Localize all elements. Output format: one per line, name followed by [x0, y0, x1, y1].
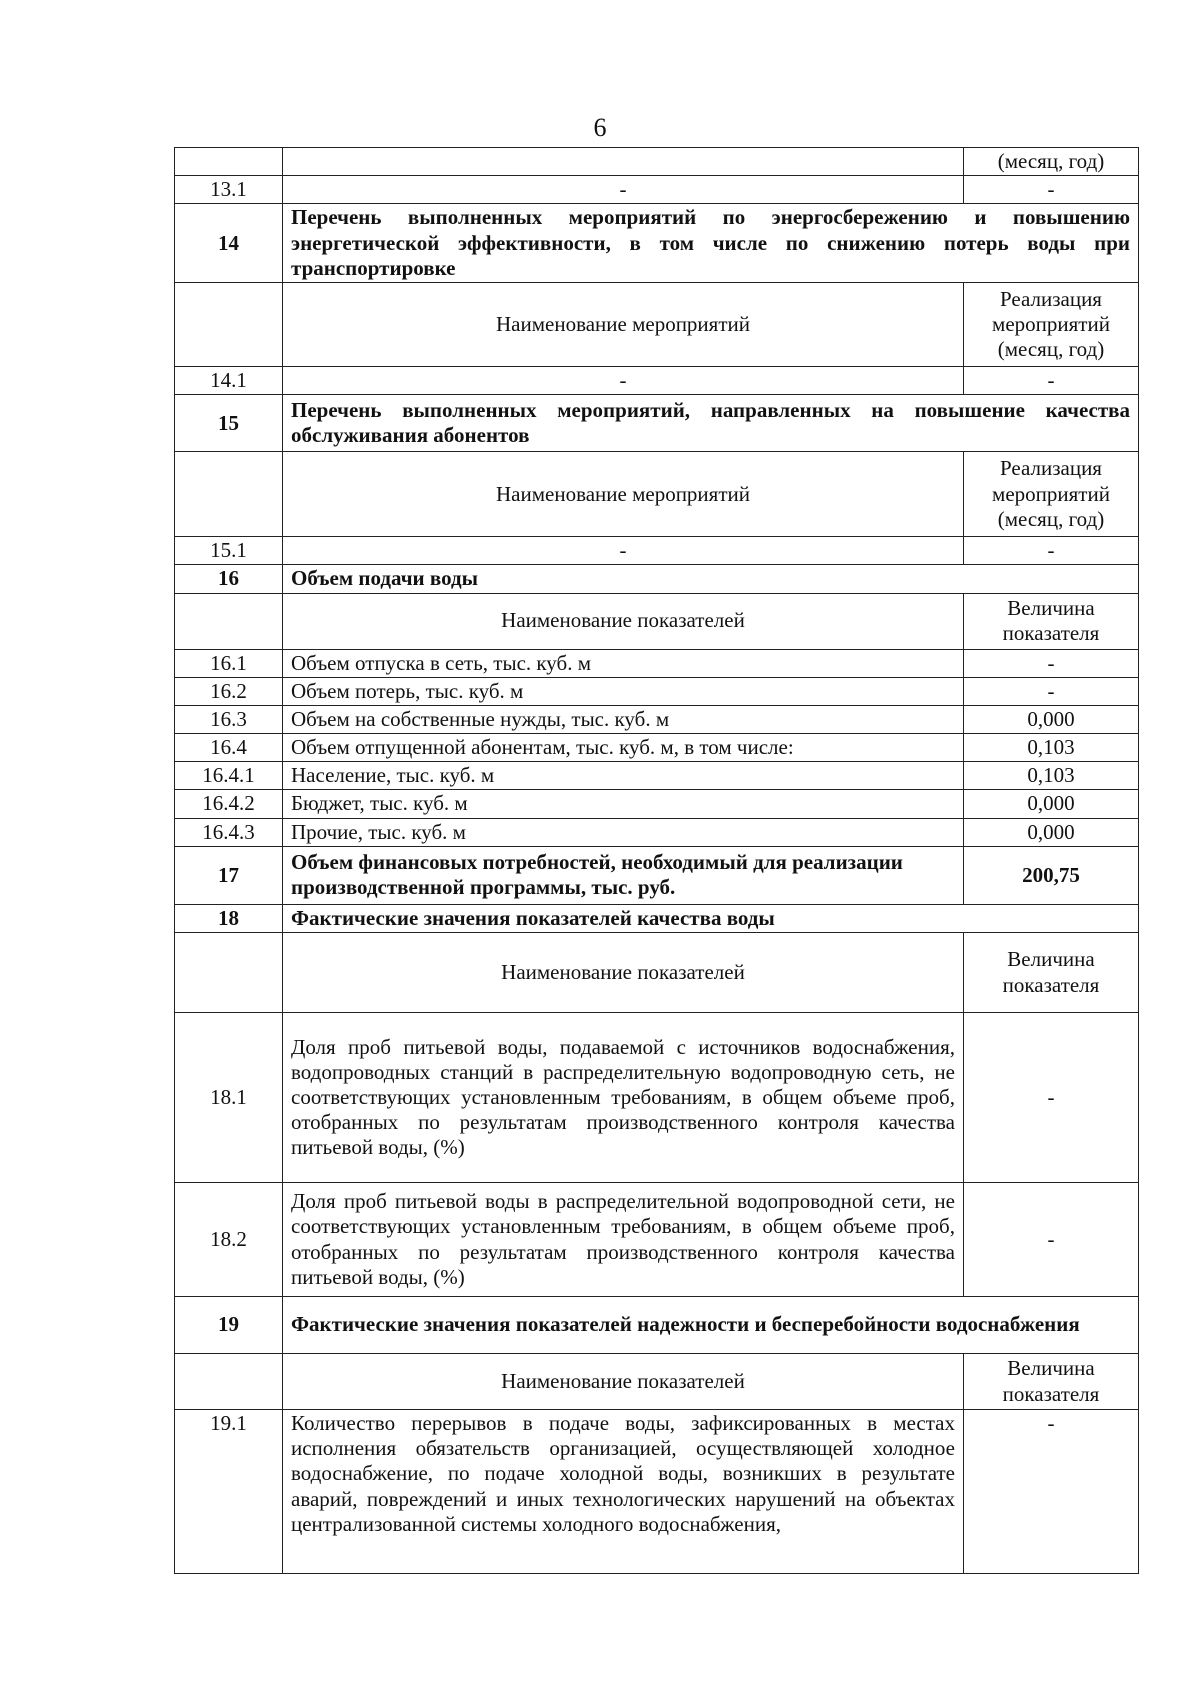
row-number: 18.2 [175, 1183, 283, 1297]
row-number: 16.4 [175, 734, 283, 762]
cell-num [175, 148, 283, 176]
section-number: 19 [175, 1297, 283, 1354]
header-row [175, 1354, 1139, 1410]
row-value: - [964, 649, 1139, 677]
row-name: Население, тыс. куб. м [283, 762, 964, 790]
table-row [175, 705, 1139, 733]
cell-num [175, 1354, 283, 1410]
table-row [175, 1183, 1139, 1297]
column-header-name: Наименование мероприятий [283, 282, 964, 366]
table-row [175, 734, 1139, 762]
row-number: 16.2 [175, 677, 283, 705]
row-value: 0,000 [964, 818, 1139, 846]
table-row [175, 762, 1139, 790]
table-row [175, 818, 1139, 846]
row-number: 19.1 [175, 1410, 283, 1574]
table-row [175, 537, 1139, 565]
cell-num [175, 452, 283, 537]
table-row [175, 1013, 1139, 1183]
row-value: 0,000 [964, 705, 1139, 733]
table-row [175, 1410, 1139, 1574]
section-row [175, 904, 1139, 932]
row-name: Объем отпущенной абонентам, тыс. куб. м, в том числе: [283, 734, 964, 762]
row-name: - [283, 176, 964, 204]
header-row [175, 933, 1139, 1013]
header-row [175, 593, 1139, 649]
row-name: Количество перерывов в подаче воды, зафиксированных в местах исполнения обязательств организацией, осуществляющей холодное водоснабжение, по подаче холодной воды, возникших в результате аварий, повреждений и иных технологических нарушений на объектах централизованной системы холодного водоснабжения, [283, 1410, 964, 1574]
row-number: 15.1 [175, 537, 283, 565]
column-header-name: Наименование показателей [283, 1354, 964, 1410]
section-row [175, 395, 1139, 452]
section-number: 16 [175, 565, 283, 593]
row-number: 14.1 [175, 366, 283, 394]
table-row [175, 366, 1139, 394]
section-number: 14 [175, 204, 283, 283]
section-title: Фактические значения показателей надежности и бесперебойности водоснабжения [283, 1297, 1139, 1354]
row-name: Объем потерь, тыс. куб. м [283, 677, 964, 705]
column-header-value: Величина показателя [964, 593, 1139, 649]
section-row [175, 565, 1139, 593]
row-value: - [964, 677, 1139, 705]
row-name: Доля проб питьевой воды в распределительной водопроводной сети, не соответствующих установленным требованиям, в общем объеме проб, отобранных по результатам производственного контроля качества питьевой воды, (%) [283, 1183, 964, 1297]
row-value: - [964, 176, 1139, 204]
section-value: 200,75 [964, 846, 1139, 904]
row-number: 16.3 [175, 705, 283, 733]
section-row [175, 1297, 1139, 1354]
section-title: Перечень выполненных мероприятий, направленных на повышение качества обслуживания абонентов [283, 395, 1139, 452]
page-number: 6 [593, 113, 607, 142]
column-header-value: Реализация мероприятий (месяц, год) [964, 452, 1139, 537]
row-name: Прочие, тыс. куб. м [283, 818, 964, 846]
row-name: - [283, 537, 964, 565]
row-number: 16.4.3 [175, 818, 283, 846]
row-number: 13.1 [175, 176, 283, 204]
row-value: 0,000 [964, 790, 1139, 818]
section-number: 15 [175, 395, 283, 452]
section-title: Объем финансовых потребностей, необходимый для реализации производственной программы, тыс. руб. [283, 846, 964, 904]
row-value: - [964, 1410, 1139, 1574]
column-header-name: Наименование показателей [283, 593, 964, 649]
section-title: Фактические значения показателей качества воды [283, 904, 1139, 932]
section-number: 17 [175, 846, 283, 904]
cell-num [175, 593, 283, 649]
row-value: 0,103 [964, 734, 1139, 762]
column-header-value: Величина показателя [964, 933, 1139, 1013]
section-row [175, 846, 1139, 904]
column-header-name: Наименование мероприятий [283, 452, 964, 537]
column-header-value: Величина показателя [964, 1354, 1139, 1410]
table-row [175, 649, 1139, 677]
row-value: 0,103 [964, 762, 1139, 790]
table-row [175, 148, 1139, 176]
row-value: - [964, 537, 1139, 565]
row-number: 18.1 [175, 1013, 283, 1183]
row-name: - [283, 366, 964, 394]
section-title: Перечень выполненных мероприятий по энергосбережению и повышению энергетической эффективности, в том числе по снижению потерь воды при транспортировке [283, 204, 1139, 283]
row-value: - [964, 1183, 1139, 1297]
row-name: Объем на собственные нужды, тыс. куб. м [283, 705, 964, 733]
row-value: - [964, 366, 1139, 394]
cell-value: (месяц, год) [964, 148, 1139, 176]
program-table [174, 147, 1139, 1574]
column-header-name: Наименование показателей [283, 933, 964, 1013]
cell-name [283, 148, 964, 176]
table-row [175, 677, 1139, 705]
table-row [175, 790, 1139, 818]
header-row [175, 452, 1139, 537]
row-number: 16.4.1 [175, 762, 283, 790]
row-number: 16.1 [175, 649, 283, 677]
cell-num [175, 282, 283, 366]
section-title: Объем подачи воды [283, 565, 1139, 593]
table-row [175, 176, 1139, 204]
section-number: 18 [175, 904, 283, 932]
section-row [175, 204, 1139, 283]
header-row [175, 282, 1139, 366]
row-name: Доля проб питьевой воды, подаваемой с источников водоснабжения, водопроводных станций в распределительную водопроводную сеть, не соответствующих установленным требованиям, в общем объеме проб, отобранных по результатам производственного контроля качества питьевой воды, (%) [283, 1013, 964, 1183]
row-number: 16.4.2 [175, 790, 283, 818]
row-name: Бюджет, тыс. куб. м [283, 790, 964, 818]
row-value: - [964, 1013, 1139, 1183]
row-name: Объем отпуска в сеть, тыс. куб. м [283, 649, 964, 677]
cell-num [175, 933, 283, 1013]
column-header-value: Реализация мероприятий (месяц, год) [964, 282, 1139, 366]
